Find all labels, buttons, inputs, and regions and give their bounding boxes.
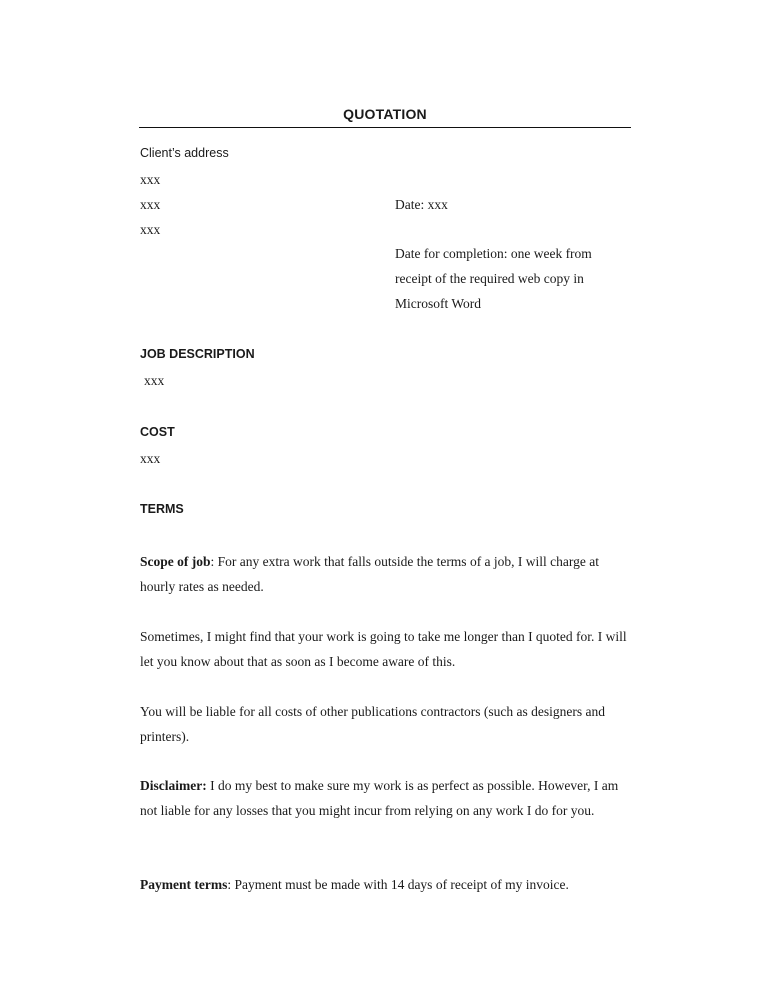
title-divider	[139, 127, 631, 128]
payment-terms-text: : Payment must be made with 14 days of receipt of my invoice.	[227, 877, 569, 892]
delay-paragraph: Sometimes, I might find that your work is going to take me longer than I quoted for. I will let you know about that as soon as I become aware of this.	[140, 629, 627, 669]
client-address-label: Client’s address	[140, 146, 229, 160]
payment-terms-label: Payment terms	[140, 877, 228, 892]
page-title: QUOTATION	[343, 106, 427, 122]
terms-heading: TERMS	[140, 502, 184, 516]
disclaimer-text: I do my best to make sure my work is as perfect as possible. However, I am not liable for any losses that you might incur from relying on any work I do for you.	[140, 778, 619, 818]
cost-heading: COST	[140, 425, 175, 439]
disclaimer-paragraph	[140, 773, 630, 823]
liability-paragraph: You will be liable for all costs of other publications contractors (such as designers and printers).	[140, 704, 606, 744]
payment-terms-paragraph	[140, 872, 630, 897]
scope-of-job-paragraph	[140, 549, 630, 599]
client-address-line-1: xxx	[140, 172, 161, 187]
job-description-heading: JOB DESCRIPTION	[140, 347, 255, 361]
client-address-line-3: xxx	[140, 222, 161, 237]
scope-of-job-label: Scope of job	[140, 554, 211, 569]
quote-date: Date: xxx	[395, 197, 448, 212]
disclaimer-label: Disclaimer:	[140, 778, 207, 793]
completion-line-3: Microsoft Word	[395, 296, 482, 311]
job-description-value: xxx	[144, 373, 165, 388]
cost-value: xxx	[140, 451, 161, 466]
completion-line-2: receipt of the required web copy in	[395, 271, 584, 286]
completion-line-1: Date for completion: one week from	[395, 246, 592, 261]
scope-of-job-text: : For any extra work that falls outside the terms of a job, I will charge at hourly rates as needed.	[140, 554, 600, 594]
client-address-line-2: xxx	[140, 197, 161, 212]
